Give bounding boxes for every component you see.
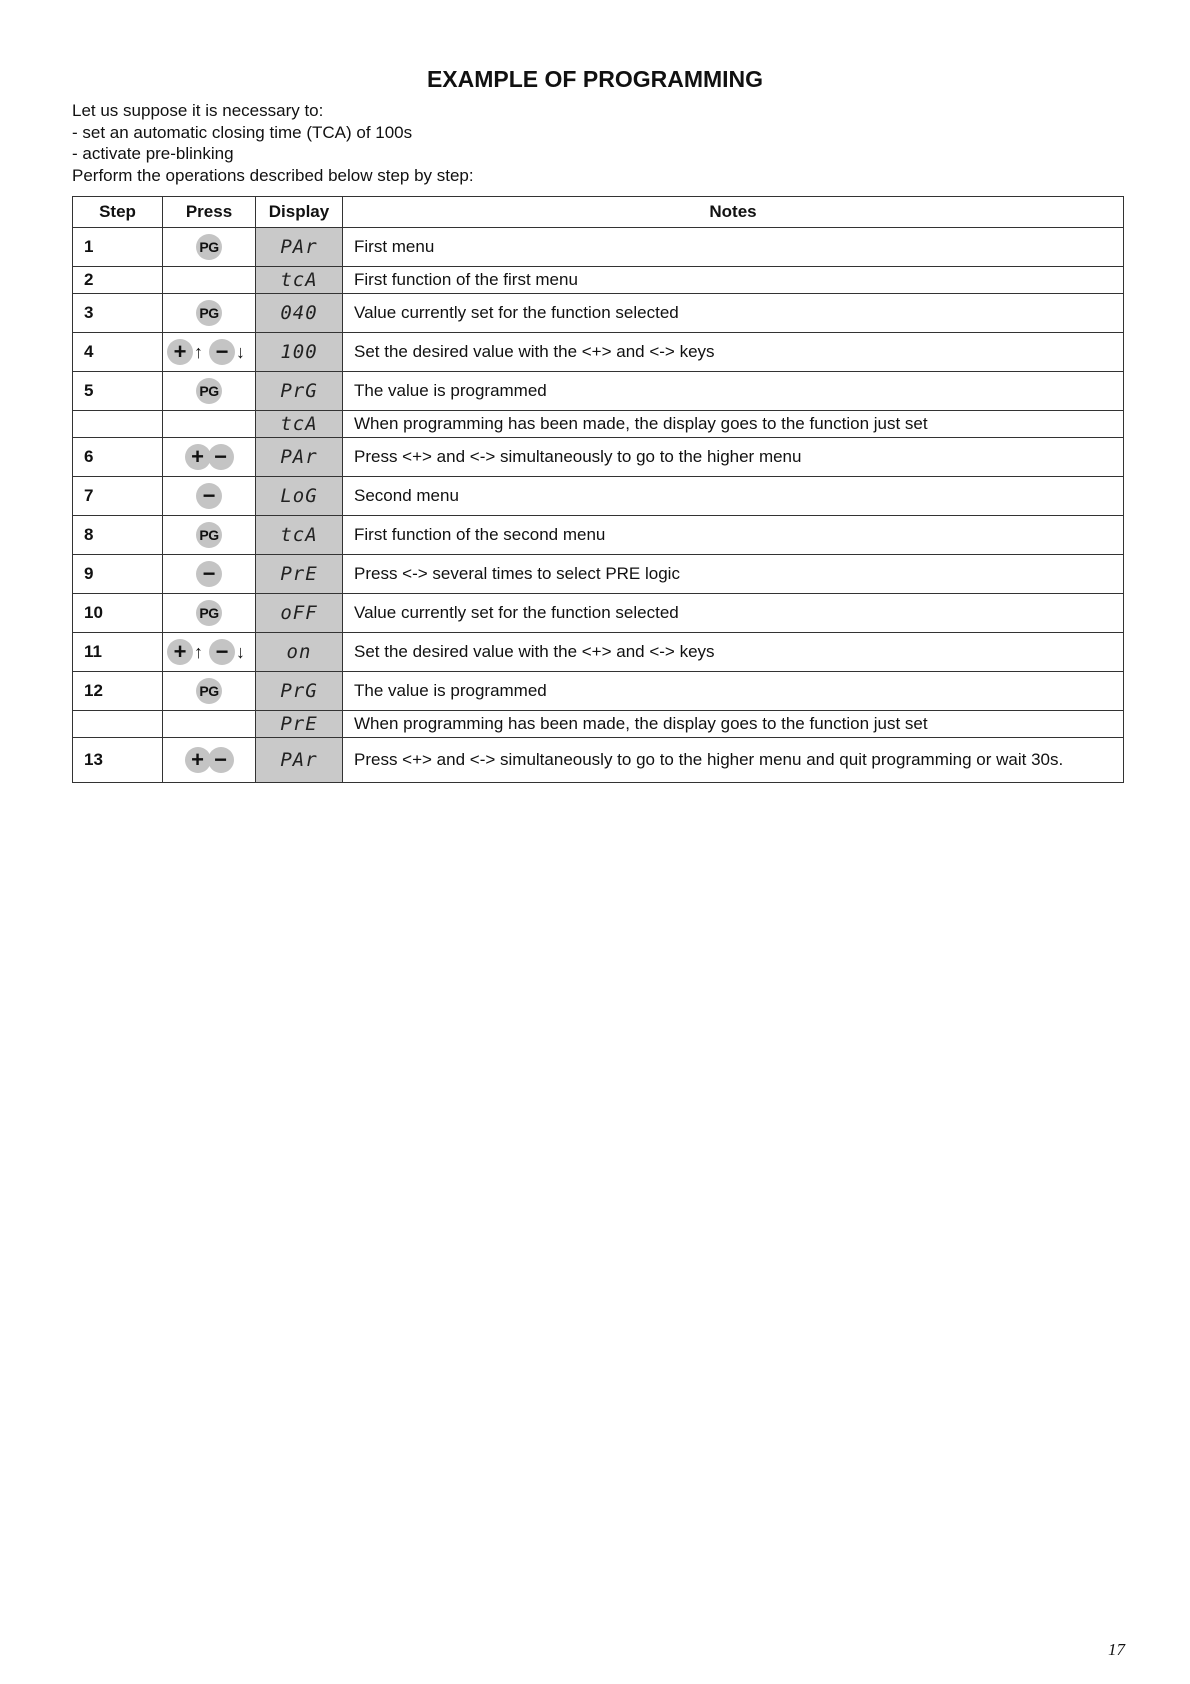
- note-cell: Press <+> and <-> simultaneously to go to the higher menu and quit programming or wait 30s.: [343, 738, 1124, 783]
- press-cell: [163, 516, 256, 555]
- table-row: [73, 372, 1124, 411]
- plus-button-icon: +: [185, 747, 211, 773]
- step-number: 5: [73, 372, 163, 411]
- table-header-row: [73, 197, 1124, 228]
- note-cell: The value is programmed: [343, 672, 1124, 711]
- step-number: 2: [73, 267, 163, 294]
- table-row: [73, 738, 1124, 783]
- lcd-display-value: on: [286, 641, 312, 663]
- display-cell: [256, 633, 343, 672]
- pg-button-icon: PG: [196, 300, 222, 326]
- intro-line: - activate pre-blinking: [72, 144, 234, 163]
- note-cell: Second menu: [343, 477, 1124, 516]
- press-cell: [163, 477, 256, 516]
- note-cell: Set the desired value with the <+> and <-> keys: [343, 333, 1124, 372]
- step-number: 9: [73, 555, 163, 594]
- display-cell: [256, 555, 343, 594]
- intro-text: [72, 100, 474, 186]
- minus-button-icon: −: [196, 483, 222, 509]
- table-row: [73, 516, 1124, 555]
- lcd-display-value: 100: [280, 341, 318, 363]
- lcd-display-value: tcA: [280, 269, 318, 291]
- lcd-display-value: PrG: [280, 380, 318, 402]
- step-number: 7: [73, 477, 163, 516]
- plus-button-icon: +: [185, 444, 211, 470]
- note-cell: First function of the first menu: [343, 267, 1124, 294]
- lcd-display-value: 040: [280, 302, 318, 324]
- display-cell: [256, 672, 343, 711]
- programming-steps-table: [72, 196, 1124, 783]
- press-cell: [163, 672, 256, 711]
- note-cell: First function of the second menu: [343, 516, 1124, 555]
- step-number: 6: [73, 438, 163, 477]
- table-row: [73, 438, 1124, 477]
- pg-button-icon: PG: [196, 678, 222, 704]
- note-cell: The value is programmed: [343, 372, 1124, 411]
- press-cell: [163, 594, 256, 633]
- press-cell: [163, 711, 256, 738]
- minus-button-icon: −: [209, 639, 235, 665]
- note-cell: Value currently set for the function selected: [343, 594, 1124, 633]
- header-notes: Notes: [343, 197, 1124, 228]
- step-number: 12: [73, 672, 163, 711]
- press-cell: [163, 294, 256, 333]
- plus-button-icon: +: [167, 339, 193, 365]
- step-number: 10: [73, 594, 163, 633]
- note-cell: Press <-> several times to select PRE logic: [343, 555, 1124, 594]
- display-cell: [256, 738, 343, 783]
- up-arrow-icon: ↑: [194, 641, 203, 662]
- note-cell: Press <+> and <-> simultaneously to go to the higher menu: [343, 438, 1124, 477]
- lcd-display-value: PrE: [280, 563, 318, 585]
- display-cell: [256, 267, 343, 294]
- press-cell: [163, 411, 256, 438]
- page-number: 17: [1108, 1640, 1125, 1659]
- table-row: [73, 411, 1124, 438]
- step-number: 8: [73, 516, 163, 555]
- table-row: [73, 711, 1124, 738]
- table-row: [73, 594, 1124, 633]
- plus-minus-buttons: [185, 747, 234, 773]
- lcd-display-value: oFF: [280, 602, 318, 624]
- press-cell: [163, 267, 256, 294]
- header-press: Press: [163, 197, 256, 228]
- lcd-display-value: LoG: [280, 485, 318, 507]
- intro-line: Perform the operations described below step by step:: [72, 165, 474, 185]
- press-cell: [163, 738, 256, 783]
- lcd-display-value: PrG: [280, 680, 318, 702]
- table-row: [73, 555, 1124, 594]
- minus-button-icon: −: [208, 747, 234, 773]
- lcd-display-value: PrE: [280, 713, 318, 735]
- step-number: 4: [73, 333, 163, 372]
- step-number: 1: [73, 228, 163, 267]
- display-cell: [256, 438, 343, 477]
- down-arrow-icon: ↓: [236, 341, 245, 362]
- display-cell: [256, 594, 343, 633]
- step-number: 13: [73, 738, 163, 783]
- step-number: 11: [73, 633, 163, 672]
- display-cell: [256, 294, 343, 333]
- up-arrow-icon: ↑: [194, 341, 203, 362]
- lcd-display-value: tcA: [280, 524, 318, 546]
- header-step: Step: [73, 197, 163, 228]
- header-display: Display: [256, 197, 343, 228]
- minus-button-icon: −: [209, 339, 235, 365]
- note-cell: First menu: [343, 228, 1124, 267]
- table-row: [73, 333, 1124, 372]
- lcd-display-value: tcA: [280, 413, 318, 435]
- press-cell: [163, 228, 256, 267]
- display-cell: [256, 516, 343, 555]
- plus-minus-buttons: [185, 444, 234, 470]
- table-row: [73, 228, 1124, 267]
- pg-button-icon: PG: [196, 234, 222, 260]
- pg-button-icon: PG: [196, 600, 222, 626]
- press-cell: [163, 438, 256, 477]
- press-cell: [163, 333, 256, 372]
- display-cell: [256, 477, 343, 516]
- step-number: [73, 711, 163, 738]
- pg-button-icon: PG: [196, 378, 222, 404]
- intro-line: Let us suppose it is necessary to:: [72, 101, 324, 120]
- table-row: [73, 672, 1124, 711]
- press-cell: [163, 633, 256, 672]
- press-cell: [163, 372, 256, 411]
- intro-line: - set an automatic closing time (TCA) of 100s: [72, 122, 413, 142]
- display-cell: [256, 228, 343, 267]
- minus-button-icon: −: [196, 561, 222, 587]
- lcd-display-value: PAr: [280, 236, 318, 258]
- plus-button-icon: +: [167, 639, 193, 665]
- table-row: [73, 267, 1124, 294]
- table-row: [73, 633, 1124, 672]
- note-cell: When programming has been made, the display goes to the function just set: [343, 411, 1124, 438]
- display-cell: [256, 411, 343, 438]
- pg-button-icon: PG: [196, 522, 222, 548]
- display-cell: [256, 372, 343, 411]
- minus-button-icon: −: [208, 444, 234, 470]
- display-cell: [256, 333, 343, 372]
- step-number: [73, 411, 163, 438]
- lcd-display-value: PAr: [280, 749, 318, 771]
- table-row: [73, 294, 1124, 333]
- step-number: 3: [73, 294, 163, 333]
- press-cell: [163, 555, 256, 594]
- display-cell: [256, 711, 343, 738]
- note-cell: When programming has been made, the display goes to the function just set: [343, 711, 1124, 738]
- page-title: EXAMPLE OF PROGRAMMING: [426, 66, 764, 92]
- table-row: [73, 477, 1124, 516]
- note-cell: Set the desired value with the <+> and <-> keys: [343, 633, 1124, 672]
- down-arrow-icon: ↓: [236, 641, 245, 662]
- lcd-display-value: PAr: [280, 446, 318, 468]
- note-cell: Value currently set for the function selected: [343, 294, 1124, 333]
